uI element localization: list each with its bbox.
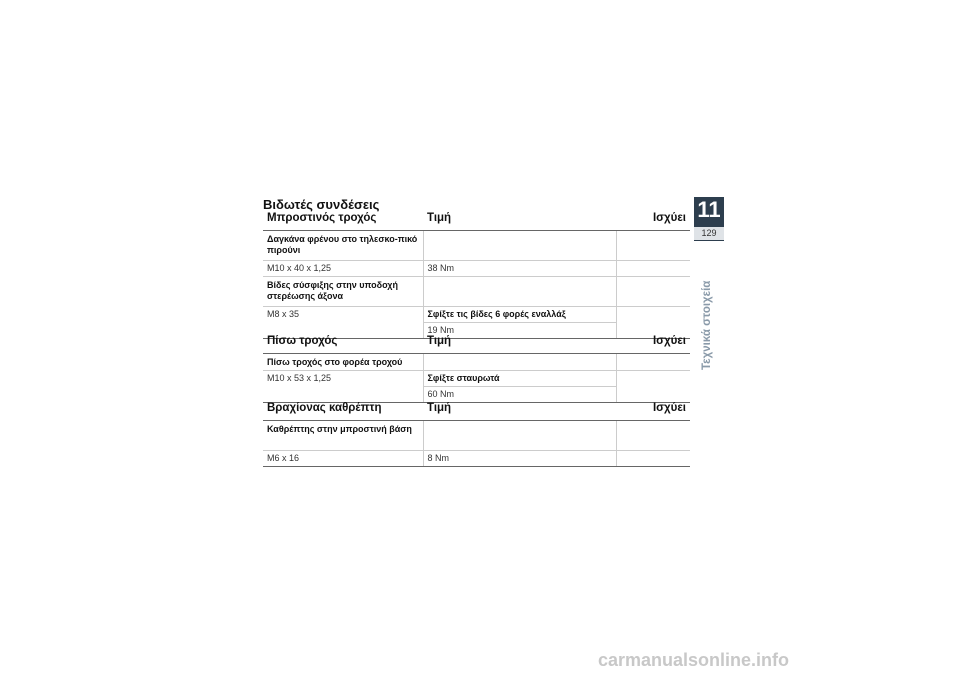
chapter-tab <box>694 197 724 241</box>
table-header-value: Τιμή <box>423 400 616 421</box>
row-label: Δαγκάνα φρένου στο τηλεσκο-πικό πιρούνι <box>263 231 423 261</box>
row-value: 19 Nm <box>423 323 616 339</box>
table-row <box>263 451 690 467</box>
table-header-applies: Ισχύει <box>616 333 690 354</box>
page-title: Βιδωτές συνδέσεις <box>263 197 380 212</box>
table-row <box>263 307 690 323</box>
table-header-applies: Ισχύει <box>616 400 690 421</box>
table-row <box>263 421 690 451</box>
row-value: 8 Nm <box>423 451 616 467</box>
row-label: Βίδες σύσφιξης στην υποδοχή στερέωσης άξονα <box>263 277 423 307</box>
row-value: 60 Nm <box>423 387 616 403</box>
table-header-value: Τιμή <box>423 210 616 231</box>
side-section-label: Τεχνικά στοιχεία <box>701 280 713 370</box>
table-row <box>263 354 690 371</box>
table-header-component: Μπροστινός τροχός <box>263 210 423 231</box>
row-label: M8 x 35 <box>267 309 300 319</box>
table-row <box>263 277 690 307</box>
table-header-applies: Ισχύει <box>616 210 690 231</box>
rear-wheel-table <box>263 333 690 403</box>
row-label: Καθρέπτης στην μπροστινή βάση <box>263 421 423 451</box>
row-value: Σφίξτε σταυρωτά <box>423 371 616 387</box>
row-value: 38 Nm <box>423 261 616 277</box>
mirror-arm-table <box>263 400 690 467</box>
table-header-component: Βραχίονας καθρέπτη <box>263 400 423 421</box>
row-label: M10 x 40 x 1,25 <box>263 261 423 277</box>
table-row <box>263 261 690 277</box>
row-label: M10 x 53 x 1,25 <box>267 373 332 383</box>
row-label: M6 x 16 <box>263 451 423 467</box>
page-number: 129 <box>694 227 724 240</box>
row-label: Πίσω τροχός στο φορέα τροχού <box>263 354 423 371</box>
table-row <box>263 371 690 387</box>
table-header-component: Πίσω τροχός <box>263 333 423 354</box>
table-header-value: Τιμή <box>423 333 616 354</box>
table-row <box>263 231 690 261</box>
chapter-number: 11 <box>697 197 721 222</box>
row-value: Σφίξτε τις βίδες 6 φορές εναλλάξ <box>423 307 616 323</box>
front-wheel-table <box>263 210 690 339</box>
watermark: carmanualsonline.info <box>598 650 790 670</box>
